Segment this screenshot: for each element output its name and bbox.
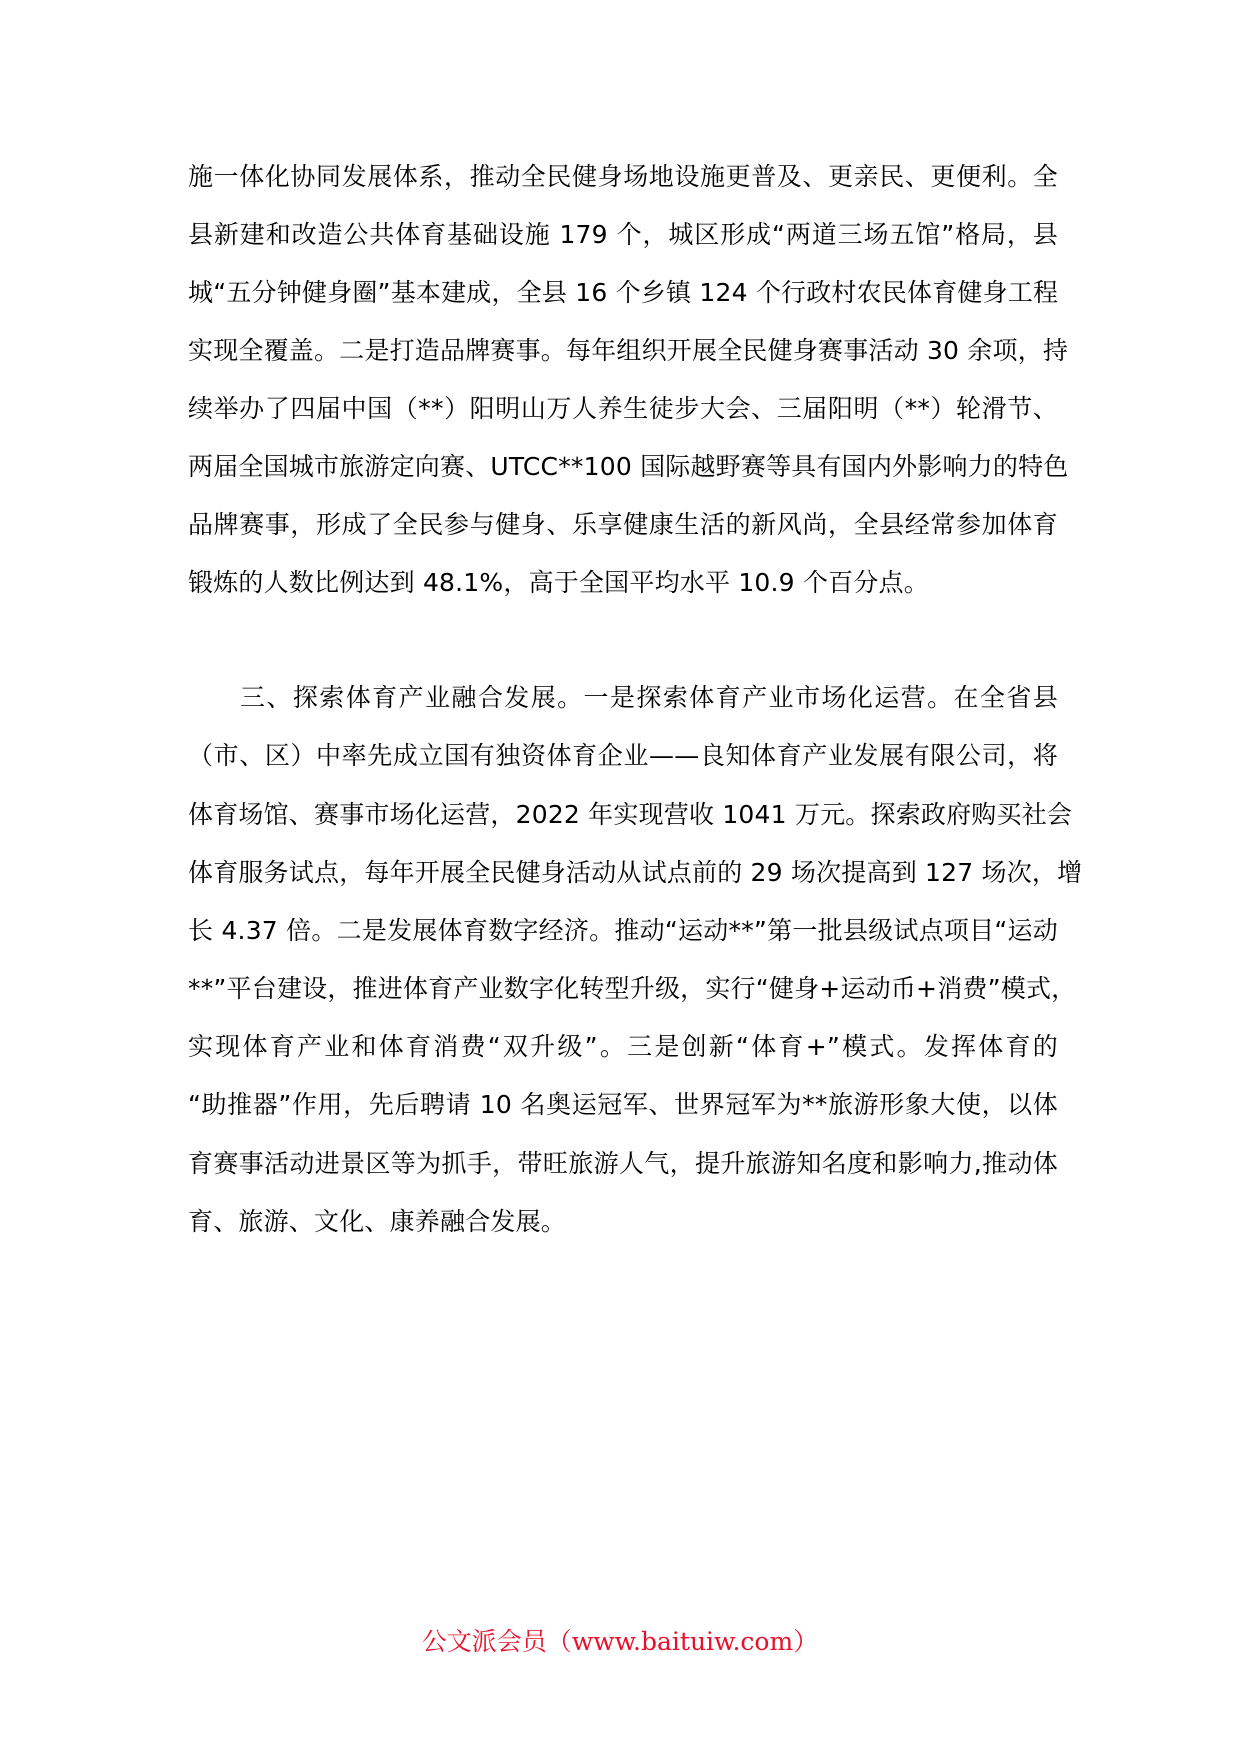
text-line: （市、区）中率先成立国有独资体育企业——良知体育产业发展有限公司，将 bbox=[188, 741, 1058, 770]
text-line: 县新建和改造公共体育基础设施 179 个，城区形成“两道三场五馆”格局，县 bbox=[188, 220, 1058, 249]
text-line: **”平台建设，推进体育产业数字化转型升级，实行“健身+运动币+消费”模式， bbox=[188, 974, 1077, 1003]
text-line: “助推器”作用，先后聘请 10 名奥运冠军、世界冠军为**旅游形象大使，以体 bbox=[188, 1090, 1058, 1119]
footer-watermark bbox=[0, 1624, 1240, 1660]
text-line: 三、探索体育产业融合发展。一是探索体育产业市场化运营。在全省县 bbox=[240, 683, 1058, 712]
text-line: 锻炼的人数比例达到 48.1%，高于全国平均水平 10.9 个百分点。 bbox=[188, 568, 929, 597]
text-line: 体育服务试点，每年开展全民健身活动从试点前的 29 场次提高到 127 场次，增 bbox=[188, 858, 1083, 887]
text-line: 育、旅游、文化、康养融合发展。 bbox=[188, 1207, 567, 1236]
text-line: 施一体化协同发展体系，推动全民健身场地设施更普及、更亲民、更便利。全 bbox=[188, 162, 1058, 191]
text-line: 体育场馆、赛事市场化运营，2022 年实现营收 1041 万元。探索政府购买社会 bbox=[188, 800, 1073, 829]
text-line: 长 4.37 倍。二是发展体育数字经济。推动“运动**”第一批县级试点项目“运动 bbox=[188, 916, 1058, 945]
text-line: 实现全覆盖。二是打造品牌赛事。每年组织开展全民健身赛事活动 30 余项，持 bbox=[188, 336, 1069, 365]
text-line: 两届全国城市旅游定向赛、UTCC**100 国际越野赛等具有国内外影响力的特色 bbox=[188, 452, 1069, 481]
footer-close: ） bbox=[793, 1627, 819, 1656]
footer-label: 公文派会员（ bbox=[421, 1627, 572, 1656]
text-line: 续举办了四届中国（**）阳明山万人养生徒步大会、三届阳明（**）轮滑节、 bbox=[188, 394, 1058, 423]
text-line: 实现体育产业和体育消费“双升级”。三是创新“体育+”模式。发挥体育的 bbox=[188, 1032, 1058, 1061]
footer-url[interactable]: www.baituiw.com bbox=[571, 1627, 794, 1656]
text-line: 育赛事活动进景区等为抓手，带旺旅游人气，提升旅游知名度和影响力,推动体 bbox=[188, 1149, 1058, 1178]
text-line: 城“五分钟健身圈”基本建成，全县 16 个乡镇 124 个行政村农民体育健身工程 bbox=[188, 278, 1059, 307]
text-line: 品牌赛事，形成了全民参与健身、乐享健康生活的新风尚，全县经常参加体育 bbox=[188, 510, 1058, 539]
